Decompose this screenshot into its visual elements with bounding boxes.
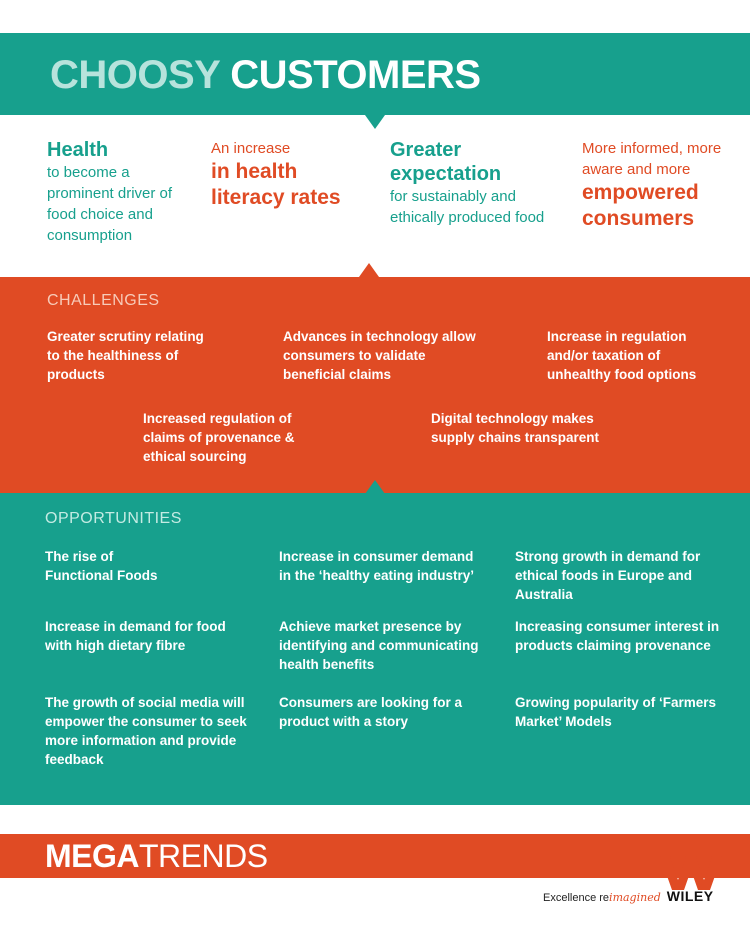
trend-empowered-consumers [582, 138, 742, 232]
trend-empowered-intro: More informed, more aware and more [582, 140, 722, 178]
challenge-item: Advances in technology allow consumers to validate beneficial claims [283, 329, 476, 382]
opportunities-section [0, 493, 750, 805]
opportunity-item: Increase in demand for food with high dietary fibre [45, 619, 226, 653]
wiley-wordmark: WILEY [666, 888, 714, 904]
challenges-section [0, 277, 750, 493]
megatrends-brand [45, 838, 268, 874]
tagline-imagined: imagined [609, 891, 661, 904]
challenge-item: Greater scrutiny relating to the healthiness of products [47, 329, 204, 382]
opportunity-item: Increasing consumer interest in products claiming provenance [515, 619, 720, 653]
trend-health-literacy-intro: An increase [211, 140, 291, 157]
footer-tagline [543, 888, 714, 904]
opportunity-item: Consumers are looking for a product with a story [279, 695, 463, 729]
header-band [0, 33, 750, 115]
opportunities-pointer [365, 480, 385, 494]
opportunities-title: OPPORTUNITIES [45, 510, 182, 527]
challenge-item: Digital technology makes supply chains transparent [431, 411, 600, 445]
opportunity-item: Strong growth in demand for ethical foods in Europe and Australia [515, 549, 701, 602]
challenge-item: Increased regulation of claims of provenance & ethical sourcing [143, 411, 295, 464]
trend-health-literacy-headline: in health literacy rates [211, 160, 341, 209]
opportunity-item: Achieve market presence by identifying and communicating health benefits [279, 619, 479, 672]
trend-health-body: to become a prominent driver of food choice and consumption [47, 164, 173, 244]
header-pointer [365, 115, 385, 129]
challenges-pointer [359, 263, 379, 277]
trend-greater-expectation [390, 138, 570, 228]
trend-greater-expectation-headline: Greater expectation [390, 139, 502, 185]
opportunity-item: The growth of social media will empower the consumer to seek more information and provide feedback [45, 695, 247, 767]
tagline-excellence: Excellence re [543, 892, 610, 904]
trend-empowered-headline: empowered consumers [582, 181, 699, 230]
opportunity-item: Increase in consumer demand in the ‘healthy eating industry’ [279, 549, 475, 583]
trend-health-literacy [211, 138, 371, 211]
title-word-choosy: CHOOSY [50, 53, 220, 97]
trend-greater-expectation-body: for sustainably and ethically produced food [390, 188, 545, 226]
brand-trends: TRENDS [139, 838, 268, 874]
opportunity-item: Growing popularity of ‘Farmers Market’ Models [515, 695, 717, 729]
challenges-title: CHALLENGES [47, 292, 160, 309]
footer-band [0, 834, 750, 878]
opportunity-item: The rise of Functional Foods [45, 549, 158, 583]
title-word-customers: CUSTOMERS [230, 53, 481, 97]
brand-mega: MEGA [45, 838, 139, 874]
wiley-w-logo-icon [660, 856, 722, 890]
trend-health-headline: Health [47, 139, 109, 161]
page-title [50, 53, 481, 97]
challenge-item: Increase in regulation and/or taxation of unhealthy food options [547, 329, 697, 382]
trend-health [47, 138, 197, 246]
